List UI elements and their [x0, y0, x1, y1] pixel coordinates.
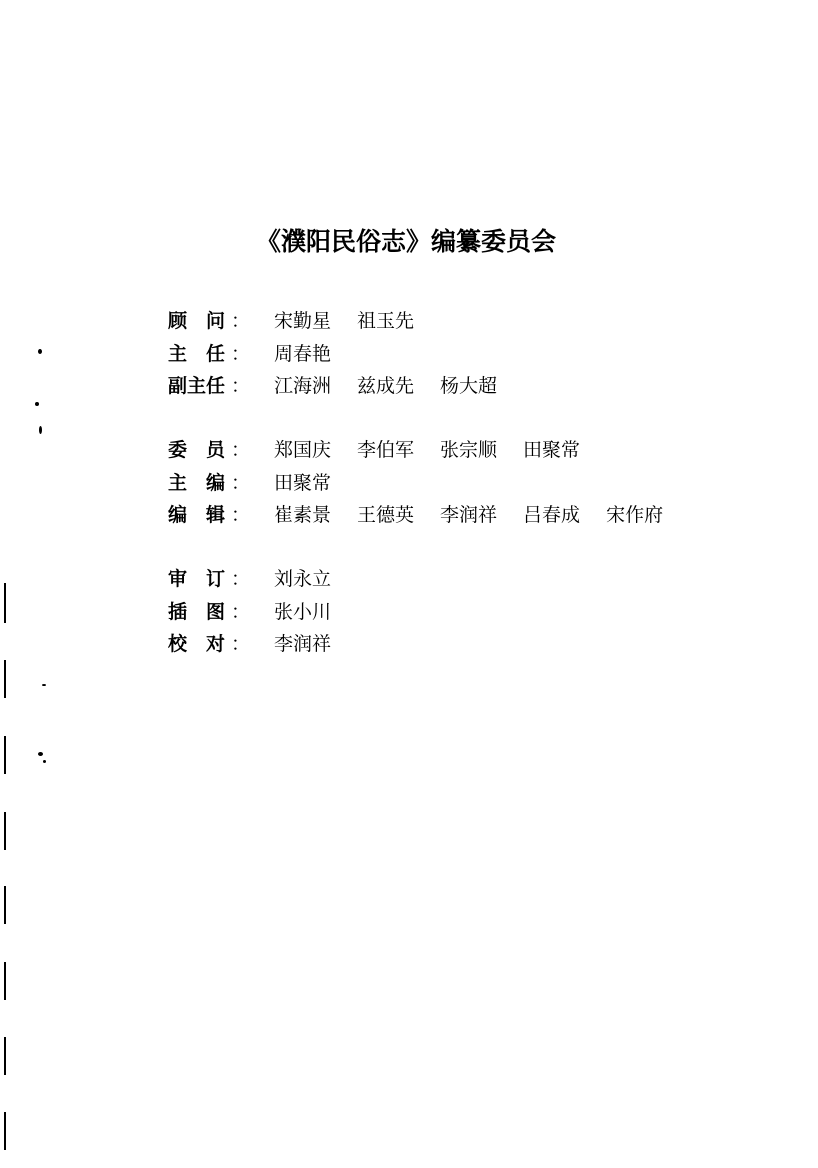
- scan-speck: [42, 684, 46, 686]
- member-names: [274, 470, 357, 496]
- role-char: 顾: [168, 310, 188, 332]
- scan-margin-line: [4, 583, 6, 623]
- role-char: 订: [206, 568, 226, 590]
- scan-margin-line: [4, 1112, 6, 1150]
- member-name: 王德英: [357, 504, 415, 526]
- role-char: 编: [168, 504, 188, 526]
- role-colon: ：: [231, 439, 251, 461]
- role-colon: ：: [231, 343, 251, 365]
- role-text: 副主任: [168, 375, 226, 397]
- member-names: [274, 308, 440, 334]
- member-names: [274, 437, 606, 463]
- role-char: 辑: [206, 504, 226, 526]
- role-colon: ：: [231, 633, 251, 655]
- page-title-text: 《濮阳民俗志》编纂委员会: [255, 227, 556, 256]
- scan-speck: [43, 760, 46, 763]
- member-names: [274, 373, 523, 399]
- member-name: 田聚常: [274, 472, 332, 494]
- member-name: 田聚常: [523, 439, 581, 461]
- role-colon: ：: [231, 568, 251, 590]
- role-char: 员: [206, 439, 226, 461]
- member-name: 吕春成: [523, 504, 581, 526]
- member-name: 张宗顺: [440, 439, 498, 461]
- role-colon: ：: [231, 472, 251, 494]
- member-name: 宋勤星: [274, 310, 332, 332]
- member-name: 张小川: [274, 601, 332, 623]
- member-names: [274, 502, 689, 528]
- role-char: 问: [206, 310, 226, 332]
- scan-speck: [38, 752, 43, 756]
- role-colon: ：: [231, 310, 251, 332]
- scan-margin-line: [4, 736, 6, 774]
- member-name: 周春艳: [274, 343, 332, 365]
- member-name: 兹成先: [357, 375, 415, 397]
- member-name: 李润祥: [440, 504, 498, 526]
- role-colon: ：: [231, 504, 251, 526]
- scan-margin-line: [4, 962, 6, 1000]
- role-char: 审: [168, 568, 188, 590]
- member-name: 李润祥: [274, 633, 332, 655]
- scan-margin-line: [4, 886, 6, 924]
- scan-speck: [38, 349, 42, 354]
- member-name: 祖玉先: [357, 310, 415, 332]
- role-char: 任: [206, 343, 226, 365]
- role-colon: ：: [231, 375, 251, 397]
- member-name: 宋作府: [606, 504, 664, 526]
- member-name: 杨大超: [440, 375, 498, 397]
- scan-speck: [39, 426, 42, 434]
- scan-speck: [35, 402, 39, 406]
- member-names: [274, 599, 357, 625]
- role-char: 插: [168, 601, 188, 623]
- member-name: 刘永立: [274, 568, 332, 590]
- member-name: 江海洲: [274, 375, 332, 397]
- scan-margin-line: [4, 660, 6, 698]
- role-char: 主: [168, 472, 188, 494]
- scan-margin-line: [4, 812, 6, 850]
- member-name: 崔素景: [274, 504, 332, 526]
- role-char: 图: [206, 601, 226, 623]
- role-char: 主: [168, 343, 188, 365]
- scan-margin-line: [4, 1037, 6, 1075]
- member-names: [274, 566, 357, 592]
- member-names: [274, 631, 357, 657]
- member-name: 郑国庆: [274, 439, 332, 461]
- member-name: 李伯军: [357, 439, 415, 461]
- role-char: 编: [206, 472, 226, 494]
- page-title: [0, 222, 818, 258]
- role-colon: ：: [231, 601, 251, 623]
- role-char: 校: [168, 633, 188, 655]
- role-char: 对: [206, 633, 226, 655]
- member-names: [274, 341, 357, 367]
- role-char: 委: [168, 439, 188, 461]
